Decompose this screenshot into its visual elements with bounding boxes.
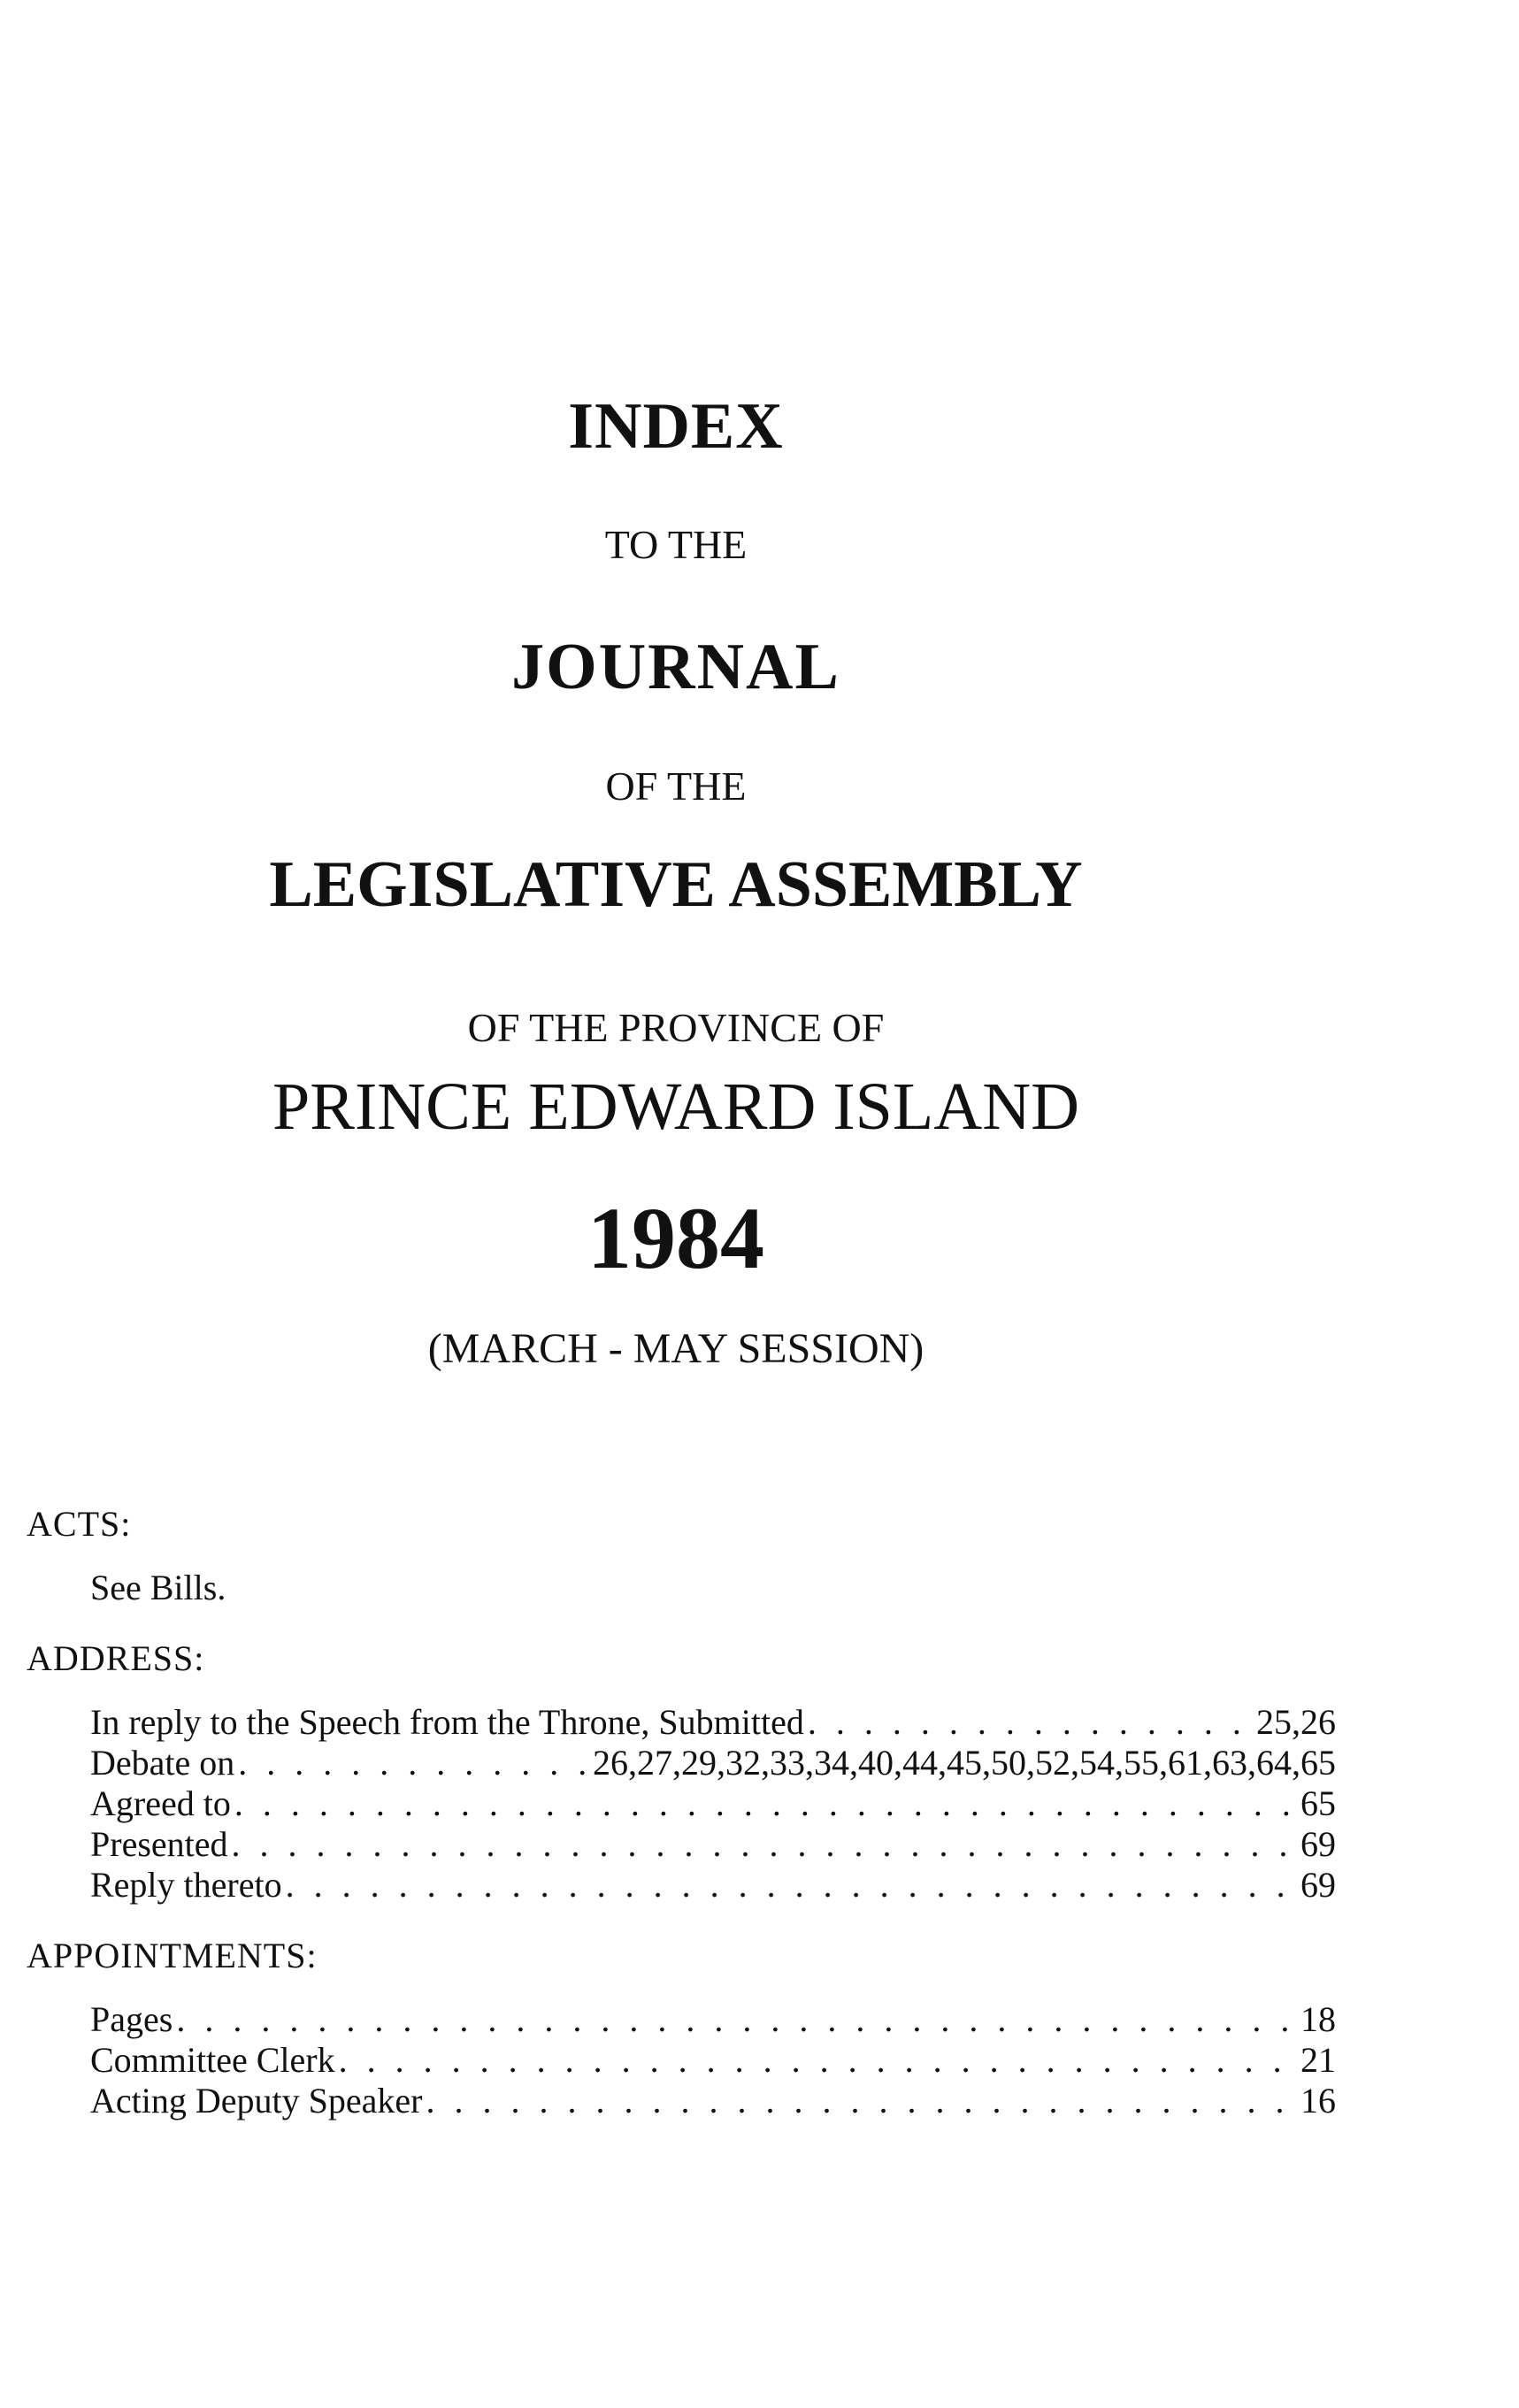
entry-label: See Bills. [90, 1568, 226, 1607]
entry-list [27, 1568, 1336, 1608]
entry-label: Committee Clerk [90, 2040, 335, 2080]
entry-label: Debate on [90, 1743, 235, 1783]
title-of-the: OF THE [605, 763, 747, 809]
dot-leader [808, 1702, 1249, 1743]
entry-list [27, 1702, 1336, 1906]
index-entry [90, 1702, 1336, 1743]
section-heading: ADDRESS: [27, 1638, 205, 1678]
section-address [27, 1638, 1336, 1906]
entry-pages: 65 [1300, 1783, 1336, 1823]
title-index: INDEX [568, 390, 784, 463]
entry-pages: 21 [1300, 2040, 1336, 2080]
title-to-the: TO THE [604, 522, 748, 567]
title-journal: JOURNAL [511, 631, 840, 703]
index-entry [90, 1865, 1336, 1906]
index-entry [90, 2040, 1336, 2081]
title-session: (MARCH - MAY SESSION) [427, 1325, 924, 1372]
dot-leader [339, 2040, 1293, 2081]
section-acts [27, 1504, 1336, 1608]
index-entry [90, 1824, 1336, 1865]
title-legislative-assembly: LEGISLATIVE ASSEMBLY [269, 848, 1083, 921]
entry-pages: 26,27,29,32,33,34,40,44,45,50,52,54,55,61,63,64,65 [593, 1743, 1336, 1783]
dot-leader [426, 2081, 1293, 2121]
index-entry [90, 1999, 1336, 2040]
index-entry [90, 1783, 1336, 1824]
dot-leader [286, 1865, 1293, 1906]
entry-label: Acting Deputy Speaker [90, 2081, 423, 2120]
entry-label: In reply to the Speech from the Throne, Submitted [90, 1702, 804, 1742]
title-of-the-province: OF THE PROVINCE OF [467, 1005, 885, 1050]
dot-leader [232, 1824, 1293, 1865]
title-province-name: PRINCE EDWARD ISLAND [272, 1070, 1079, 1144]
title-year: 1984 [587, 1189, 764, 1287]
index-entry [90, 2081, 1336, 2121]
section-heading: APPOINTMENTS: [27, 1936, 318, 1975]
entry-pages: 69 [1300, 1824, 1336, 1864]
index-body [27, 1504, 1336, 2121]
entry-list [27, 1999, 1336, 2121]
index-entry [90, 1568, 1336, 1608]
dot-leader [176, 1999, 1293, 2040]
dot-leader [234, 1783, 1293, 1824]
section-appointments [27, 1936, 1336, 2121]
entry-pages: 69 [1300, 1865, 1336, 1905]
dot-leader [238, 1743, 586, 1783]
entry-pages: 18 [1300, 1999, 1336, 2039]
entry-pages: 25,26 [1256, 1702, 1336, 1742]
entry-label: Agreed to [90, 1783, 231, 1823]
entry-label: Pages [90, 1999, 173, 2039]
index-entry [90, 1743, 1336, 1783]
entry-pages: 16 [1300, 2081, 1336, 2120]
entry-label: Presented [90, 1824, 228, 1864]
section-heading: ACTS: [27, 1504, 132, 1544]
entry-label: Reply thereto [90, 1865, 282, 1905]
